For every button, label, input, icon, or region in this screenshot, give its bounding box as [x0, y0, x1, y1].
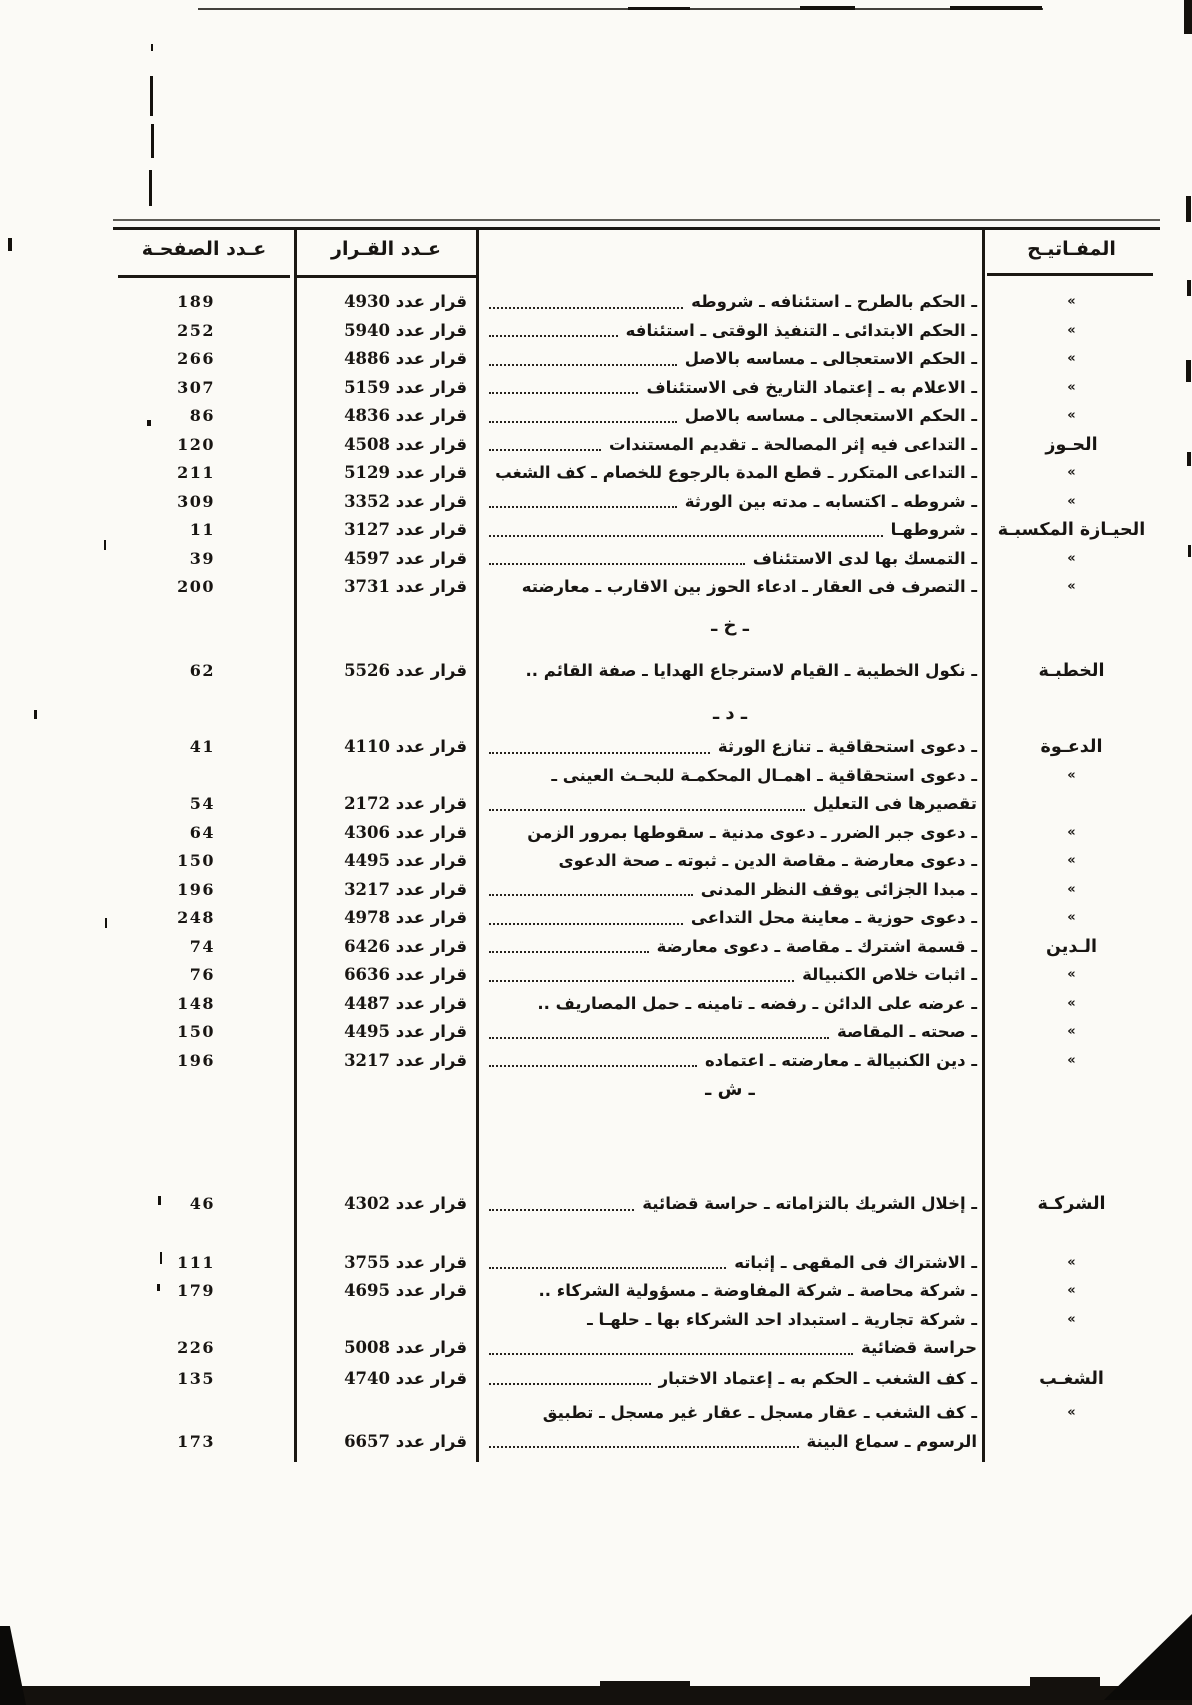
table-row [113, 459, 1160, 488]
entry-key: الشركـة [1037, 1194, 1106, 1214]
entry-description: ـ صحته ـ المقاصة [477, 1018, 983, 1047]
table-row [113, 904, 1160, 933]
scan-artifact [1184, 0, 1192, 34]
entry-key: » [1067, 294, 1076, 309]
section-letter: ـ د ـ [712, 703, 748, 724]
table-row [113, 657, 1160, 686]
scan-artifact [1188, 545, 1191, 557]
decision-number: قرار عدد 4306 [344, 822, 467, 842]
page-number: 200 [177, 577, 215, 596]
table-row [113, 402, 1160, 431]
decision-number: قرار عدد 3352 [344, 491, 467, 511]
entry-description: ـ الحكم الابتدائى ـ التنفيذ الوقتى ـ استئنافه [477, 317, 983, 346]
header-underline [987, 273, 1153, 276]
entry-description: ـ دعوى استحقاقية ـ اهمـال المحكمـة للبحـث العينى ـ تقصيرها فى التعليل [477, 762, 983, 819]
scan-artifact [8, 238, 12, 251]
page-number: 135 [177, 1368, 215, 1388]
section-divider [113, 611, 1160, 641]
entry-description: ـ كف الشغب ـ الحكم به ـ إعتماد الاختبار [477, 1365, 983, 1394]
entry-key: الحـوز [1045, 434, 1098, 455]
table-row [113, 847, 1160, 876]
entry-key: الدعـوة [1040, 737, 1103, 757]
scan-artifact [105, 918, 107, 928]
page-number: 150 [177, 851, 215, 870]
page-number: 111 [177, 1252, 215, 1272]
entry-description: ـ الاشتراك فى المقهى ـ إثباته [477, 1249, 983, 1278]
entry-key: » [1067, 824, 1076, 840]
table-row [113, 1365, 1160, 1394]
page-number: 76 [189, 965, 215, 984]
entry-description: ـ شروطه ـ اكتسابه ـ مدته بين الورثة [477, 488, 983, 517]
page-number: 39 [189, 548, 215, 568]
scan-artifact [151, 124, 154, 158]
entry-description: ـ نكول الخطيبة ـ القيام لاسترجاع الهدايا ـ صفة القائم .. [525, 660, 977, 680]
scan-artifact [0, 1686, 1192, 1705]
page-number: 41 [189, 737, 215, 756]
entry-description: ـ دين الكنبيالة ـ معارضته ـ اعتماده [477, 1047, 983, 1076]
table-row [113, 1277, 1160, 1306]
section-divider [113, 1075, 1160, 1105]
table-row [113, 762, 1160, 819]
page-number: 211 [177, 463, 215, 482]
entry-description: ـ الحكم الاستعجالى ـ مساسه بالاصل [477, 402, 983, 431]
entry-description: ـ شركة محاصة ـ شركة المفاوضة ـ مسؤولية الشركاء .. [538, 1281, 977, 1300]
entry-key: » [1067, 493, 1076, 509]
entry-description: ـ إخلال الشريك بالتزاماته ـ حراسة قضائية [477, 1190, 983, 1219]
table-row [113, 1190, 1160, 1219]
decision-number: قرار عدد 3217 [344, 879, 467, 899]
entry-key: » [1067, 550, 1076, 566]
table-row [113, 573, 1160, 602]
table-row [113, 1249, 1160, 1278]
entry-description: ـ التداعى فيه إثر المصالحة ـ تقديم المستندات [477, 431, 983, 460]
scan-artifact [1187, 452, 1191, 466]
entry-key: » [1067, 881, 1076, 897]
decision-number: قرار عدد 4495 [344, 1022, 467, 1041]
table-row [113, 876, 1160, 905]
page-number: 226 [177, 1338, 215, 1357]
table-row [113, 545, 1160, 574]
decision-number: قرار عدد 5159 [344, 377, 467, 397]
table-row [113, 317, 1160, 346]
entry-description: ـ قسمة اشترك ـ مقاصة ـ دعوى معارضة [477, 933, 983, 962]
page-number: 46 [189, 1194, 215, 1213]
table-row [113, 819, 1160, 848]
page-number: 309 [177, 491, 215, 511]
decision-number: قرار عدد 4302 [344, 1194, 467, 1213]
table-row [113, 990, 1160, 1019]
decision-number: قرار عدد 4695 [344, 1281, 467, 1300]
table-row [113, 431, 1160, 460]
decision-number: قرار عدد 2172 [344, 794, 467, 813]
scan-artifact [151, 44, 153, 51]
entry-key: » [1067, 579, 1076, 594]
entry-key: » [1067, 465, 1076, 480]
decision-number: قرار عدد 4978 [344, 908, 467, 927]
entry-description: ـ شروطهـا [477, 516, 983, 545]
entry-key: الحيـازة المكسبـة [997, 520, 1146, 540]
decision-number: قرار عدد 4836 [344, 406, 467, 425]
decision-number: قرار عدد 5129 [344, 463, 467, 482]
table-top-rule-upper [113, 219, 1160, 221]
header-decision-number: عـدد القـرار [331, 238, 441, 260]
table-row [113, 1047, 1160, 1076]
page-number: 196 [177, 879, 215, 899]
table-top-rule [113, 227, 1160, 230]
entry-key: الشغـب [1039, 1368, 1104, 1389]
entry-description: ـ اثبات خلاص الكنبيالة [477, 961, 983, 990]
scan-artifact [198, 8, 1043, 10]
scan-artifact [1186, 196, 1191, 222]
entry-description: ـ الحكم بالطرح ـ استئنافه ـ شروطه [477, 288, 983, 317]
entry-key: » [1067, 1311, 1076, 1327]
decision-number: قرار عدد 6657 [344, 1431, 467, 1451]
scan-artifact [1186, 360, 1191, 382]
decision-number: قرار عدد 4487 [344, 993, 467, 1013]
page-number: 196 [177, 1050, 215, 1070]
entry-description: ـ دعوى حوزية ـ معاينة محل التداعى [477, 904, 983, 933]
table-row [113, 961, 1160, 990]
entry-key: » [1067, 322, 1076, 338]
decision-number: قرار عدد 3731 [344, 577, 467, 596]
entry-key: » [1067, 1254, 1076, 1270]
section-letter: ـ خ ـ [711, 614, 749, 636]
page-number: 86 [189, 406, 215, 425]
page-number: 62 [189, 660, 215, 680]
section-letter: ـ ش ـ [705, 1079, 755, 1100]
table-row [113, 733, 1160, 762]
page-number: 64 [189, 822, 215, 842]
entry-key: » [1067, 967, 1076, 982]
decision-number: قرار عدد 5526 [344, 660, 467, 680]
page-number: 179 [177, 1281, 215, 1300]
page-number: 120 [177, 434, 215, 454]
page-number: 248 [177, 908, 215, 927]
decision-number: قرار عدد 3217 [344, 1050, 467, 1070]
decision-number: قرار عدد 4508 [344, 434, 467, 454]
scan-artifact [0, 1626, 26, 1705]
entry-key: » [1067, 1283, 1076, 1298]
page-number: 173 [177, 1431, 215, 1451]
table-row [113, 1018, 1160, 1047]
header-page-number: عـدد الصفحـة [141, 238, 267, 260]
entry-key: » [1067, 995, 1076, 1011]
scan-artifact [600, 1681, 690, 1688]
page-number: 74 [189, 936, 215, 956]
entry-description: ـ الحكم الاستعجالى ـ مساسه بالاصل [477, 345, 983, 374]
scan-artifact [34, 710, 37, 719]
entry-key: » [1067, 379, 1076, 395]
entry-description: ـ التداعى المتكرر ـ قطع المدة بالرجوع للخصام ـ كف الشغب [495, 463, 977, 482]
entry-key: » [1067, 853, 1076, 868]
entry-description: ـ التصرف فى العقار ـ ادعاء الحوز بين الاقارب ـ معارضته [521, 577, 977, 596]
decision-number: قرار عدد 3755 [344, 1252, 467, 1272]
decision-number: قرار عدد 4597 [344, 548, 467, 568]
decision-number: قرار عدد 6426 [344, 936, 467, 956]
decision-number: قرار عدد 4495 [344, 851, 467, 870]
entry-key: » [1067, 1052, 1076, 1068]
scan-artifact [150, 76, 153, 116]
entry-key: الخطبـة [1038, 660, 1105, 681]
entry-description: ـ مبدا الجزائى يوقف النظر المدنى [477, 876, 983, 905]
decision-number: قرار عدد 4930 [344, 292, 467, 311]
entry-key: » [1067, 767, 1076, 783]
entry-description: ـ كف الشغب ـ عقار مسجل ـ عقار غير مسجل ـ تطبيق الرسوم ـ سماع البينة [477, 1399, 983, 1456]
table-body [113, 277, 1160, 1456]
decision-number: قرار عدد 5008 [344, 1338, 467, 1357]
page-number: 148 [177, 993, 215, 1013]
page-number: 54 [189, 794, 215, 813]
scan-artifact [149, 170, 152, 206]
entry-description: ـ دعوى جبر الضرر ـ دعوى مدنية ـ سقوطها بمرور الزمن [527, 822, 977, 842]
table-row [113, 488, 1160, 517]
entry-key: » [1067, 910, 1076, 925]
entry-description: ـ الاعلام به ـ إعتماد التاريخ فى الاستئناف [477, 374, 983, 403]
table-row [113, 374, 1160, 403]
table-row [113, 345, 1160, 374]
decision-number: قرار عدد 3127 [344, 520, 467, 539]
scan-artifact [950, 6, 1042, 10]
entry-description: ـ التمسك بها لدى الاستئناف [477, 545, 983, 574]
section-divider [113, 699, 1160, 729]
entry-key: الـدين [1046, 936, 1097, 957]
entry-key: » [1067, 1405, 1076, 1420]
entry-description: ـ شركة تجارية ـ استبداد احد الشركاء بها ـ حلهـا ـ حراسة قضائية [477, 1306, 983, 1363]
table-row [113, 288, 1160, 317]
table-row [113, 1306, 1160, 1363]
header-keys: المفـاتيـح [1027, 238, 1116, 260]
table-row [113, 1399, 1160, 1456]
scan-artifact [104, 540, 106, 550]
page-number: 150 [177, 1022, 215, 1041]
decision-number: قرار عدد 4740 [344, 1368, 467, 1388]
entry-description: ـ عرضه على الدائن ـ رفضه ـ تامينه ـ حمل المصاريف .. [537, 993, 977, 1013]
table-row [113, 516, 1160, 545]
scan-artifact [628, 7, 690, 10]
page-number: 189 [177, 292, 215, 311]
table-row [113, 933, 1160, 962]
entry-description: ـ دعوى معارضة ـ مقاصة الدين ـ ثبوته ـ صحة الدعوى [558, 851, 977, 870]
decision-number: قرار عدد 5940 [344, 320, 467, 340]
scan-artifact [800, 6, 855, 10]
entry-key: » [1067, 351, 1076, 366]
scan-artifact [1030, 1677, 1100, 1686]
page-number: 11 [189, 520, 215, 539]
scan-artifact [1187, 280, 1191, 296]
page-number: 252 [177, 320, 215, 340]
page-number: 307 [177, 377, 215, 397]
decision-number: قرار عدد 4886 [344, 349, 467, 368]
entry-key: » [1067, 408, 1076, 423]
entry-key: » [1067, 1024, 1076, 1039]
decision-number: قرار عدد 6636 [344, 965, 467, 984]
decision-number: قرار عدد 4110 [344, 737, 467, 756]
entry-description: ـ دعوى استحقاقية ـ تنازع الورثة [477, 733, 983, 762]
page-number: 266 [177, 349, 215, 368]
